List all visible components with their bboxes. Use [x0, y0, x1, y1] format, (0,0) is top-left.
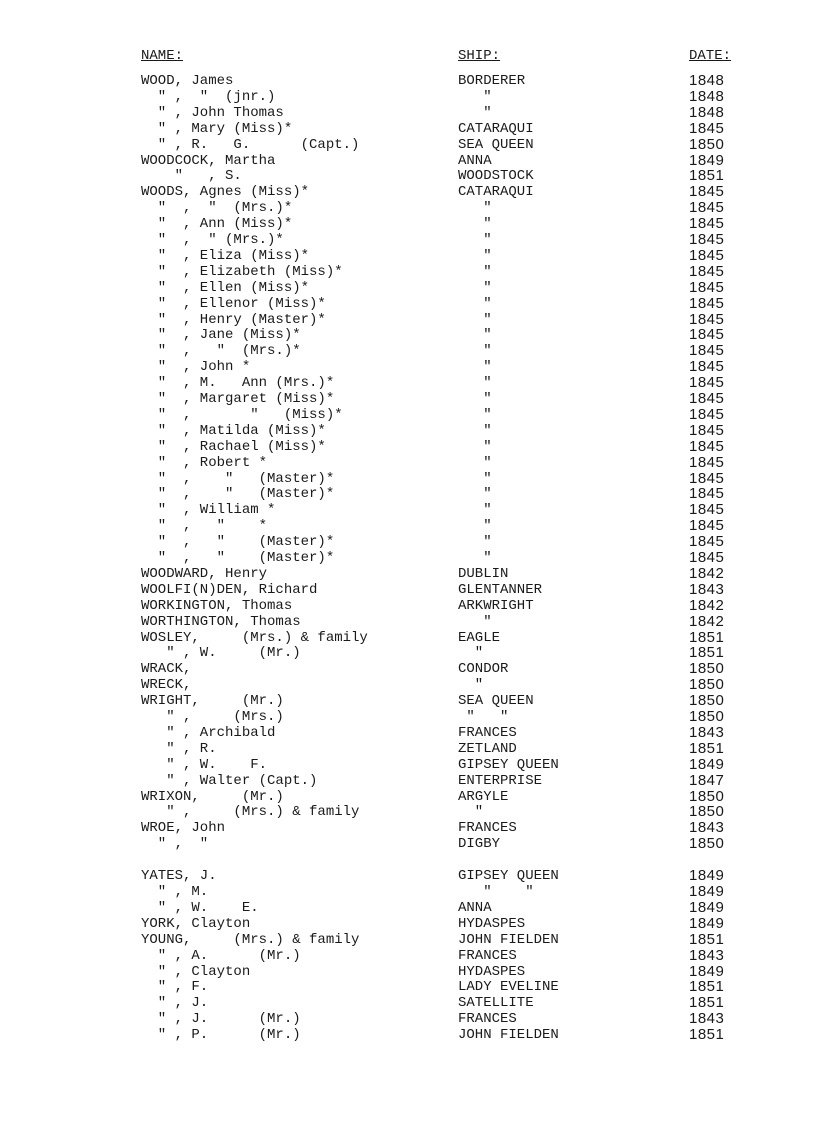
row-date: 1845	[689, 326, 725, 344]
list-row	[0, 773, 816, 789]
row-ship: "	[458, 247, 492, 264]
row-date: 1845	[689, 278, 725, 296]
list-row	[0, 248, 816, 264]
row-name: WORTHINGTON, Thomas	[141, 613, 301, 630]
list-row	[0, 455, 816, 471]
row-ship: "	[458, 104, 492, 121]
row-date: 1845	[689, 501, 725, 519]
list-row	[0, 168, 816, 184]
row-ship: DIGBY	[458, 836, 501, 853]
row-ship: WOODSTOCK	[458, 168, 534, 185]
row-name: YOUNG, (Mrs.) & family	[141, 931, 360, 948]
list-row	[0, 1011, 816, 1027]
row-name: WOOLFI(N)DEN, Richard	[141, 581, 318, 598]
row-ship: "	[458, 486, 492, 503]
row-name: " , Robert *	[141, 454, 268, 471]
row-ship: "	[458, 534, 492, 551]
row-date: 1847	[689, 771, 725, 789]
row-ship: "	[458, 279, 492, 296]
row-ship: "	[458, 550, 492, 566]
row-ship: SEA QUEEN	[458, 136, 534, 153]
row-date: 1845	[689, 533, 725, 551]
list-row	[0, 614, 816, 630]
list-row	[0, 375, 816, 391]
row-date: 1850	[689, 676, 725, 694]
row-ship: ARKWRIGHT	[458, 597, 534, 614]
row-name: " , Rachael (Miss)*	[141, 438, 326, 455]
list-row	[0, 820, 816, 836]
row-date: 1845	[689, 231, 725, 248]
column-header-name: NAME:	[141, 48, 184, 64]
row-ship: "	[458, 422, 492, 439]
row-ship: "	[458, 677, 484, 694]
row-date: 1851	[689, 930, 725, 948]
row-ship: " "	[458, 884, 534, 900]
list-row	[0, 407, 816, 423]
row-date: 1845	[689, 517, 725, 535]
row-date: 1843	[689, 580, 725, 598]
list-row	[0, 280, 816, 296]
row-name: " , " (Miss)*	[141, 406, 343, 423]
row-date: 1851	[689, 994, 725, 1012]
row-date: 1850	[689, 692, 725, 710]
row-ship: "	[458, 327, 492, 344]
list-row	[0, 645, 816, 661]
row-date: 1845	[689, 405, 725, 423]
row-name: " , "	[141, 836, 209, 853]
row-date: 1845	[689, 246, 725, 264]
row-date: 1843	[689, 819, 725, 837]
row-name: " , Henry (Master)*	[141, 311, 326, 328]
row-date: 1845	[689, 183, 725, 201]
row-ship: JOHN FIELDEN	[458, 1027, 559, 1044]
row-name: WOODS, Agnes (Miss)*	[141, 184, 310, 201]
row-name: " , S.	[141, 168, 242, 185]
row-date: 1845	[689, 390, 725, 407]
row-ship: "	[458, 470, 492, 487]
list-row	[0, 264, 816, 280]
row-name: " , John *	[141, 359, 251, 376]
row-date: 1849	[689, 898, 725, 916]
row-name: " , " (Mrs.)*	[141, 200, 293, 217]
row-name: " , Elizabeth (Miss)*	[141, 263, 343, 280]
row-ship: FRANCES	[458, 1011, 517, 1028]
column-header-date: DATE:	[689, 48, 732, 64]
row-date: 1850	[689, 135, 725, 153]
row-name: " , Walter (Capt.)	[141, 772, 318, 789]
row-date: 1845	[689, 262, 725, 280]
list-row	[0, 725, 816, 741]
row-name: WROE, John	[141, 820, 226, 837]
row-date: 1851	[689, 1026, 725, 1044]
row-name: " , J.	[141, 995, 209, 1012]
row-name: " , " (jnr.)	[141, 88, 276, 105]
row-date: 1845	[689, 358, 725, 376]
row-date: 1845	[689, 374, 725, 392]
row-name: " , Archibald	[141, 724, 276, 741]
row-date: 1845	[689, 437, 725, 455]
row-ship: GLENTANNER	[458, 581, 543, 598]
row-name: " , W. (Mr.)	[141, 645, 301, 662]
row-name: WRIGHT, (Mr.)	[141, 693, 284, 710]
list-row	[0, 948, 816, 964]
list-row	[0, 153, 816, 169]
row-date: 1845	[689, 485, 725, 503]
row-date: 1845	[689, 342, 725, 360]
list-row	[0, 232, 816, 248]
row-ship: GIPSEY QUEEN	[458, 868, 559, 885]
row-date: 1845	[689, 421, 725, 439]
row-name: " , R. G. (Capt.)	[141, 136, 360, 153]
row-date: 1845	[689, 119, 725, 137]
row-date: 1851	[689, 644, 725, 662]
row-ship: "	[458, 232, 492, 248]
row-date: 1849	[689, 914, 725, 932]
row-ship: "	[458, 406, 492, 423]
row-date: 1850	[689, 803, 725, 821]
list-row	[0, 900, 816, 916]
row-date: 1851	[689, 739, 725, 757]
list-row	[0, 995, 816, 1011]
row-ship: EAGLE	[458, 629, 501, 646]
list-row	[0, 804, 816, 820]
row-name: " , W. E.	[141, 899, 259, 916]
row-name: WOSLEY, (Mrs.) & family	[141, 629, 368, 646]
list-row	[0, 105, 816, 121]
row-ship: "	[458, 438, 492, 455]
row-ship: "	[458, 804, 484, 821]
row-name: " , Eliza (Miss)*	[141, 247, 310, 264]
list-row	[0, 200, 816, 216]
row-name: " , Margaret (Miss)*	[141, 391, 335, 407]
row-ship: HYDASPES	[458, 915, 526, 932]
list-row	[0, 884, 816, 900]
list-row	[0, 598, 816, 614]
row-date: 1845	[689, 469, 725, 487]
row-date: 1843	[689, 723, 725, 741]
row-date: 1848	[689, 72, 725, 89]
row-name: " , M.	[141, 884, 209, 900]
row-date: 1850	[689, 660, 725, 678]
row-name: " , P. (Mr.)	[141, 1027, 301, 1044]
row-name: " , Mary (Miss)*	[141, 120, 293, 137]
row-ship: ZETLAND	[458, 740, 517, 757]
row-ship: "	[458, 295, 492, 312]
list-row	[0, 789, 816, 805]
column-header-ship: SHIP:	[458, 48, 501, 64]
row-name: " , Ann (Miss)*	[141, 216, 293, 233]
list-row	[0, 836, 816, 852]
list-row	[0, 932, 816, 948]
row-name: " , Ellen (Miss)*	[141, 279, 310, 296]
list-row	[0, 757, 816, 773]
list-row	[0, 868, 816, 884]
list-row	[0, 137, 816, 153]
row-ship: "	[458, 88, 492, 105]
row-date: 1849	[689, 883, 725, 900]
list-row	[0, 359, 816, 375]
row-name: WORKINGTON, Thomas	[141, 597, 293, 614]
row-ship: CATARAQUI	[458, 184, 534, 201]
list-row	[0, 471, 816, 487]
row-name: " , Matilda (Miss)*	[141, 422, 326, 439]
row-date: 1845	[689, 294, 725, 312]
row-name: " , J. (Mr.)	[141, 1011, 301, 1028]
list-row	[0, 343, 816, 359]
row-name: YORK, Clayton	[141, 915, 251, 932]
row-date: 1845	[689, 199, 725, 217]
row-date: 1848	[689, 103, 725, 121]
list-row	[0, 439, 816, 455]
row-ship: JOHN FIELDEN	[458, 931, 559, 948]
list-row	[0, 916, 816, 932]
row-ship: FRANCES	[458, 820, 517, 837]
list-row	[0, 216, 816, 232]
list-row	[0, 741, 816, 757]
row-name: " , William *	[141, 502, 276, 519]
list-row	[0, 486, 816, 502]
row-ship: "	[458, 375, 492, 392]
row-ship: HYDASPES	[458, 963, 526, 980]
list-row	[0, 184, 816, 200]
row-ship: "	[458, 263, 492, 280]
row-ship: "	[458, 391, 492, 407]
row-name: " , " (Master)*	[141, 470, 335, 487]
row-ship: ARGYLE	[458, 788, 509, 805]
row-date: 1851	[689, 628, 725, 646]
list-row	[0, 89, 816, 105]
row-ship: "	[458, 518, 492, 535]
row-name: WRACK,	[141, 661, 192, 678]
row-name: " , M. Ann (Mrs.)*	[141, 375, 335, 392]
row-date: 1849	[689, 867, 725, 885]
row-name: " , Clayton	[141, 963, 251, 980]
row-ship: SATELLITE	[458, 995, 534, 1012]
row-date: 1845	[689, 310, 725, 328]
list-row	[0, 661, 816, 677]
row-ship: "	[458, 613, 492, 630]
list-row	[0, 534, 816, 550]
row-name: WOODCOCK, Martha	[141, 152, 276, 169]
row-ship: SEA QUEEN	[458, 693, 534, 710]
row-ship: "	[458, 454, 492, 471]
row-name: " , " (Mrs.)*	[141, 343, 301, 360]
row-date: 1845	[689, 453, 725, 471]
row-date: 1849	[689, 962, 725, 980]
row-date: 1850	[689, 835, 725, 853]
row-name: " , R.	[141, 740, 217, 757]
list-row	[0, 1027, 816, 1043]
list-row	[0, 677, 816, 693]
list-row	[0, 964, 816, 980]
row-date: 1845	[689, 549, 725, 566]
row-ship: "	[458, 502, 492, 519]
row-name: " , " *	[141, 518, 268, 535]
row-date: 1850	[689, 787, 725, 805]
row-ship: "	[458, 343, 492, 360]
row-name: " , W. F.	[141, 756, 268, 773]
row-name: WRECK,	[141, 677, 192, 694]
list-row	[0, 550, 816, 566]
row-ship: "	[458, 200, 492, 217]
row-ship: DUBLIN	[458, 565, 509, 582]
list-row	[0, 630, 816, 646]
row-ship: CATARAQUI	[458, 120, 534, 137]
row-date: 1845	[689, 215, 725, 233]
row-name: " , " (Mrs.)*	[141, 232, 284, 248]
row-ship: " "	[458, 709, 509, 725]
row-ship: "	[458, 311, 492, 328]
row-date: 1851	[689, 167, 725, 185]
row-ship: FRANCES	[458, 947, 517, 964]
list-row	[0, 423, 816, 439]
row-ship: "	[458, 359, 492, 376]
row-ship: ANNA	[458, 899, 492, 916]
row-ship: CONDOR	[458, 661, 509, 678]
row-ship: ENTERPRISE	[458, 772, 543, 789]
row-date: 1851	[689, 978, 725, 996]
row-date: 1842	[689, 612, 725, 630]
row-date: 1842	[689, 596, 725, 614]
row-name: " , " (Master)*	[141, 486, 335, 503]
row-date: 1842	[689, 564, 725, 582]
row-ship: FRANCES	[458, 724, 517, 741]
row-ship: ANNA	[458, 152, 492, 169]
row-name: " , F.	[141, 979, 209, 996]
row-name: " , Ellenor (Miss)*	[141, 295, 326, 312]
list-row	[0, 709, 816, 725]
row-name: " , A. (Mr.)	[141, 947, 301, 964]
list-row	[0, 566, 816, 582]
row-ship: BORDERER	[458, 73, 526, 89]
row-ship: LADY EVELINE	[458, 979, 559, 996]
row-name: WOODWARD, Henry	[141, 565, 268, 582]
row-date: 1849	[689, 755, 725, 773]
list-row	[0, 391, 816, 407]
list-row	[0, 327, 816, 343]
row-ship: "	[458, 216, 492, 233]
row-name: " , John Thomas	[141, 104, 284, 121]
list-row	[0, 121, 816, 137]
row-ship: "	[458, 645, 484, 662]
list-row	[0, 312, 816, 328]
list-row	[0, 979, 816, 995]
row-date: 1843	[689, 1010, 725, 1028]
row-date: 1843	[689, 946, 725, 964]
list-row	[0, 296, 816, 312]
row-name: WOOD, James	[141, 73, 234, 89]
row-ship: GIPSEY QUEEN	[458, 756, 559, 773]
list-row	[0, 518, 816, 534]
row-date: 1848	[689, 87, 725, 105]
row-name: " , " (Master)*	[141, 550, 335, 566]
row-name: YATES, J.	[141, 868, 217, 885]
list-row	[0, 502, 816, 518]
row-name: WRIXON, (Mr.)	[141, 788, 284, 805]
row-name: " , (Mrs.) & family	[141, 804, 360, 821]
row-name: " , (Mrs.)	[141, 709, 284, 725]
row-date: 1850	[689, 708, 725, 725]
row-name: " , Jane (Miss)*	[141, 327, 301, 344]
list-row	[0, 73, 816, 89]
list-row	[0, 693, 816, 709]
row-date: 1849	[689, 151, 725, 169]
list-row	[0, 582, 816, 598]
row-name: " , " (Master)*	[141, 534, 335, 551]
